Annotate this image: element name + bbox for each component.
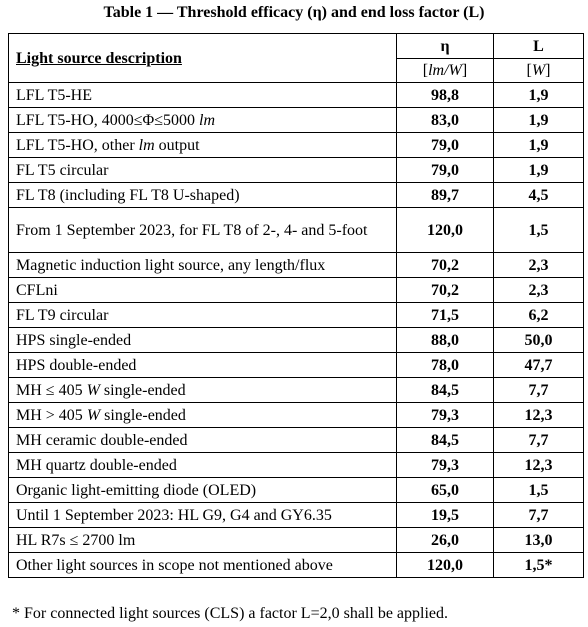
table-row	[9, 278, 584, 303]
row-description: Organic light-emitting diode (OLED)	[9, 478, 397, 503]
header-eta: η	[397, 34, 494, 59]
row-description: Magnetic induction light source, any length/flux	[9, 253, 397, 278]
row-eta-value: 88,0	[397, 328, 494, 353]
row-description: Until 1 September 2023: HL G9, G4 and GY6.35	[9, 503, 397, 528]
row-l-value: 2,3	[494, 253, 584, 278]
row-eta-value: 65,0	[397, 478, 494, 503]
table-row	[9, 378, 584, 403]
row-description: MH > 405 W single-ended	[9, 403, 397, 428]
row-description: From 1 September 2023, for FL T8 of 2-, 4- and 5-foot	[9, 208, 397, 253]
row-l-value: 1,9	[494, 83, 584, 108]
row-eta-value: 89,7	[397, 183, 494, 208]
row-eta-value: 19,5	[397, 503, 494, 528]
row-l-value: 7,7	[494, 378, 584, 403]
row-l-value: 50,0	[494, 328, 584, 353]
row-description: FL T9 circular	[9, 303, 397, 328]
row-description: HL R7s ≤ 2700 lm	[9, 528, 397, 553]
header-l-unit: [W]	[494, 59, 584, 83]
table-row	[9, 183, 584, 208]
header-description: Light source description	[9, 34, 397, 83]
row-l-value: 13,0	[494, 528, 584, 553]
row-description: FL T5 circular	[9, 158, 397, 183]
row-eta-value: 79,0	[397, 158, 494, 183]
table-row	[9, 108, 584, 133]
row-l-value: 1,9	[494, 108, 584, 133]
row-l-value: 4,5	[494, 183, 584, 208]
footnote: * For connected light sources (CLS) a factor L=2,0 shall be applied.	[12, 605, 449, 622]
row-l-value: 6,2	[494, 303, 584, 328]
row-description: MH quartz double-ended	[9, 453, 397, 478]
row-eta-value: 120,0	[397, 553, 494, 578]
row-l-value: 12,3	[494, 453, 584, 478]
row-eta-value: 79,3	[397, 403, 494, 428]
table-row	[9, 208, 584, 253]
row-eta-value: 84,5	[397, 428, 494, 453]
row-eta-value: 84,5	[397, 378, 494, 403]
table-row	[9, 428, 584, 453]
row-description: LFL T5-HE	[9, 83, 397, 108]
row-eta-value: 26,0	[397, 528, 494, 553]
table-row	[9, 303, 584, 328]
row-description: MH ≤ 405 W single-ended	[9, 378, 397, 403]
row-eta-value: 78,0	[397, 353, 494, 378]
row-description: CFLni	[9, 278, 397, 303]
row-l-value: 47,7	[494, 353, 584, 378]
row-l-value: 1,9	[494, 133, 584, 158]
row-eta-value: 98,8	[397, 83, 494, 108]
table-row	[9, 133, 584, 158]
row-description: MH ceramic double-ended	[9, 428, 397, 453]
header-eta-unit: [lm/W]	[397, 59, 494, 83]
header-l: L	[494, 34, 584, 59]
table-row	[9, 403, 584, 428]
row-eta-value: 83,0	[397, 108, 494, 133]
row-l-value: 1,5	[494, 208, 584, 253]
row-description: Other light sources in scope not mentioned above	[9, 553, 397, 578]
row-eta-value: 70,2	[397, 253, 494, 278]
table-row	[9, 353, 584, 378]
row-eta-value: 79,0	[397, 133, 494, 158]
table-caption: Table 1 — Threshold efficacy (η) and end loss factor (L)	[103, 4, 485, 21]
row-description: HPS single-ended	[9, 328, 397, 353]
table-row	[9, 328, 584, 353]
row-l-value: 12,3	[494, 403, 584, 428]
row-eta-value: 70,2	[397, 278, 494, 303]
table-row	[9, 453, 584, 478]
row-l-value: 2,3	[494, 278, 584, 303]
table-row	[9, 503, 584, 528]
row-l-value: 7,7	[494, 503, 584, 528]
row-l-value: 1,5	[494, 478, 584, 503]
row-eta-value: 120,0	[397, 208, 494, 253]
row-description: LFL T5-HO, 4000≤Φ≤5000 lm	[9, 108, 397, 133]
row-eta-value: 79,3	[397, 453, 494, 478]
row-eta-value: 71,5	[397, 303, 494, 328]
row-description: FL T8 (including FL T8 U-shaped)	[9, 183, 397, 208]
efficacy-table	[8, 33, 584, 578]
row-l-value: 1,5*	[494, 553, 584, 578]
row-l-value: 1,9	[494, 158, 584, 183]
table-row	[9, 528, 584, 553]
row-description: HPS double-ended	[9, 353, 397, 378]
table-row	[9, 83, 584, 108]
row-description: LFL T5-HO, other lm output	[9, 133, 397, 158]
table-row	[9, 158, 584, 183]
row-l-value: 7,7	[494, 428, 584, 453]
table-row	[9, 478, 584, 503]
table-row	[9, 553, 584, 578]
table-row	[9, 253, 584, 278]
